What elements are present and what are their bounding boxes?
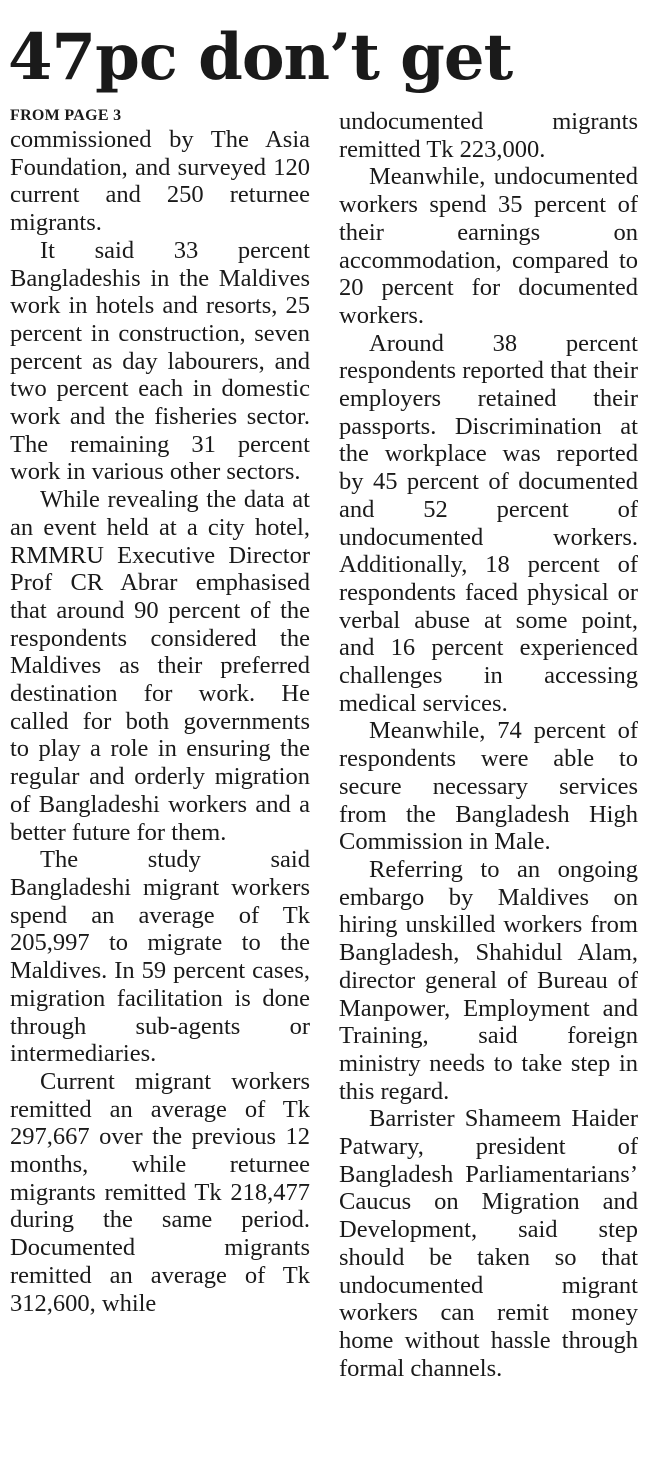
- paragraph: The study said Bangladeshi migrant workers spend an average of Tk 205,997 to migrate to the Maldives. In 59 percent cases, migration facilitation is done through sub-agents or intermediaries.: [10, 846, 310, 1068]
- paragraph: Referring to an ongoing embargo by Maldives on hiring unskilled workers from Bangladesh, Shahidul Alam, director general of Bureau of Manpower, Employment and Training, said foreign ministry needs to take step in this regard.: [339, 855, 638, 1105]
- left-column: [10, 106, 310, 1476]
- paragraph: Meanwhile, 74 percent of respondents were able to secure necessary services from the Bangladesh High Commission in Male.: [339, 717, 638, 856]
- paragraph: Current migrant workers remitted an average of Tk 297,667 over the previous 12 months, while returnee migrants remitted Tk 218,477 during the same period. Documented migrants remitted an average of Tk 312,600, while: [10, 1067, 310, 1317]
- paragraph: Around 38 percent respondents reported that their employers retained their passports. Discrimination at the workplace was reported by 45 percent of documented and 52 percent of undocumented workers. Additionally, 18 percent of respondents faced physical or verbal abuse at some point, and 16 percent experienced challenges in accessing medical services.: [339, 329, 638, 717]
- headline: 47pc don’t get: [8, 20, 513, 95]
- right-column: [339, 108, 638, 1478]
- paragraph: While revealing the data at an event held at a city hotel, RMMRU Executive Director Prof CR Abrar emphasised that around 90 percent of the respondents considered the Maldives as their preferred destination for work. He called for both governments to play a role in ensuring the regular and orderly migration of Bangladeshi workers and a better future for them.: [10, 486, 310, 846]
- paragraph: Barrister Shameem Haider Patwary, president of Bangladesh Parliamentarians’ Caucus on Migration and Development, said step should be taken so that undocumented migrant workers can remit money home without hassle through formal channels.: [339, 1105, 638, 1382]
- paragraph: Meanwhile, undocumented workers spend 35 percent of their earnings on accommodation, compared to 20 percent for documented workers.: [339, 163, 638, 329]
- kicker: FROM PAGE 3: [10, 107, 122, 124]
- paragraph: undocumented migrants remitted Tk 223,000.: [339, 108, 638, 163]
- paragraph: It said 33 percent Bangladeshis in the Maldives work in hotels and resorts, 25 percent in construction, seven percent as day labourers, and two percent each in domestic work and the fisheries sector. The remaining 31 percent work in various other sectors.: [10, 236, 310, 486]
- paragraph: commissioned by The Asia Foundation, and surveyed 120 current and 250 returnee migrants.: [10, 126, 310, 237]
